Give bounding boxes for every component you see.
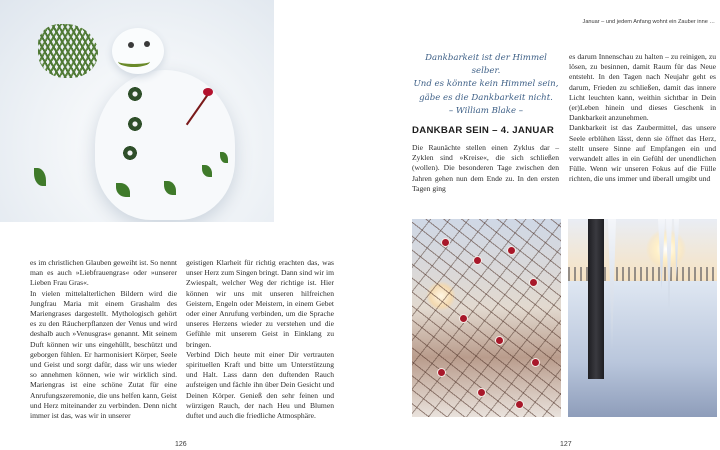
wooden-post bbox=[588, 219, 604, 379]
frosted-branches bbox=[412, 219, 561, 417]
right-page bbox=[360, 0, 720, 450]
rosehip-berry bbox=[508, 247, 515, 254]
snowman-eye bbox=[128, 42, 134, 48]
rosehip-berry bbox=[516, 401, 523, 408]
epigraph-quote bbox=[412, 52, 560, 118]
rosehip-berry bbox=[438, 369, 445, 376]
red-rose bbox=[203, 88, 213, 96]
quote-line: gäbe es die Dankbarkeit nicht. bbox=[419, 92, 553, 103]
rosehip-berry bbox=[474, 257, 481, 264]
paragraph: Die Raunächte stellen einen Zyklus dar – Zyklen sind »Kreise«, die sich schließen (wollen). Die besonderen Tage zwischen den Jahren gehen nun dem Ende zu. In den ersten Tagen ging bbox=[412, 143, 559, 193]
rosehip-berry bbox=[478, 389, 485, 396]
page-number: 127 bbox=[560, 441, 572, 448]
rosehip-berry bbox=[460, 315, 467, 322]
button-flower bbox=[122, 145, 138, 161]
quote-line: Und es könnte kein Himmel sein, bbox=[413, 79, 559, 90]
rosehip-berry bbox=[530, 279, 537, 286]
paragraph: es darum Innenschau zu halten – zu reinigen, zu lösen, zu besinnen, damit Raum für das Neue entsteht. In den Tagen nach Neujahr geht es darum, Frieden zu schließen, damit das innere Licht leuchten kann, weithin sichtbar in Dein (er)Leben hinein und dieses Geschenk in Dankbarkeit anzunehmen. bbox=[569, 52, 716, 123]
left-text-column-2 bbox=[186, 258, 334, 421]
running-head: Januar – und jedem Anfang wohnt ein Zauber inne … bbox=[582, 19, 715, 25]
leaf bbox=[34, 168, 46, 186]
paragraph: es im christlichen Glauben geweiht ist. So nennt man es auch »Liebfrauengras« oder »unserer Lieben Frau Gras«. bbox=[30, 258, 177, 288]
quote-author: – William Blake – bbox=[448, 105, 524, 116]
pine-branch bbox=[38, 24, 98, 78]
snowman-head bbox=[112, 28, 164, 74]
paragraph: geistigen Klarheit für richtig erachten das, was unser Herz zum Singen bringt. Dann sind wir im Zwiespalt, welcher Weg der richtige ist. Hier können wir uns mit unseren hilfreichen Geistern, Engeln oder Meistern, in einem Gebet oder einer Anrufung verbinden, um die Sprache unseres Herzens wieder zu verstehen und die Gefühle mit unserem Geist in Einklang zu bringen. bbox=[186, 258, 334, 349]
rosehip-berry bbox=[442, 239, 449, 246]
rosehip-berry bbox=[532, 359, 539, 366]
right-text-column-1 bbox=[412, 143, 559, 194]
icicle-photo bbox=[568, 219, 717, 417]
quote-line: Dankbarkeit ist der Himmel selber. bbox=[425, 53, 547, 77]
page-number: 126 bbox=[175, 441, 187, 448]
sun bbox=[646, 229, 686, 269]
section-heading: DANKBAR SEIN – 4. JANUAR bbox=[412, 125, 555, 136]
paragraph: Dankbarkeit ist das Zaubermittel, das unsere Seele erblühen lässt, denn sie öffnet das Herz, stellt unsere Sinne auf Empfangen ein und verwandelt alles in ein Gefühl der unendlichen Fülle. Wenn wir unseren Fokus auf die Fülle richten, die uns immer und überall umgibt und bbox=[569, 123, 716, 184]
button-flower bbox=[127, 116, 143, 132]
left-text-column-1 bbox=[30, 258, 177, 421]
paragraph: In vielen mittelalterlichen Bildern wird die Jungfrau Maria mit einem Grashalm des Mariengrases dargestellt. Mythologisch gehört es zu den Räucherpflanzen der Venus und wird deshalb auch »Venusgras« genannt. Mit seinem Duft können wir uns eingehüllt, beschützt und geborgen fühlen. Er harmonisiert Körper, Seele und Geist und sorgt dafür, dass wir uns wieder so annehmen können, wie wir wirklich sind. Mariengras ist eine schöne Zutat für eine Anrufungszeremonie, die uns helfen kann, Geist und Herz miteinander zu verbinden. Denn nicht immer ist das, was wir in unserer bbox=[30, 288, 177, 421]
snowman-eye bbox=[144, 41, 150, 47]
snowman-mouth bbox=[118, 56, 150, 67]
snow-mound bbox=[95, 70, 235, 220]
rosehip-photo bbox=[412, 219, 561, 417]
button-flower bbox=[127, 86, 143, 102]
paragraph: Verbind Dich heute mit einer Dir vertrauten spirituellen Kraft und bitte um Unterstützung und Halt. Lass dann den duftenden Rauch aufsteigen und fächle ihn über Dein Gesicht und Deinen Körper. Genieß den sehr feinen und würzigen Rauch, der nach Heu und Blumen duftet und auch die friedliche Atmosphäre. bbox=[186, 349, 334, 421]
right-text-column-2 bbox=[569, 52, 716, 185]
snowman-photo bbox=[0, 0, 274, 222]
rosehip-berry bbox=[496, 337, 503, 344]
